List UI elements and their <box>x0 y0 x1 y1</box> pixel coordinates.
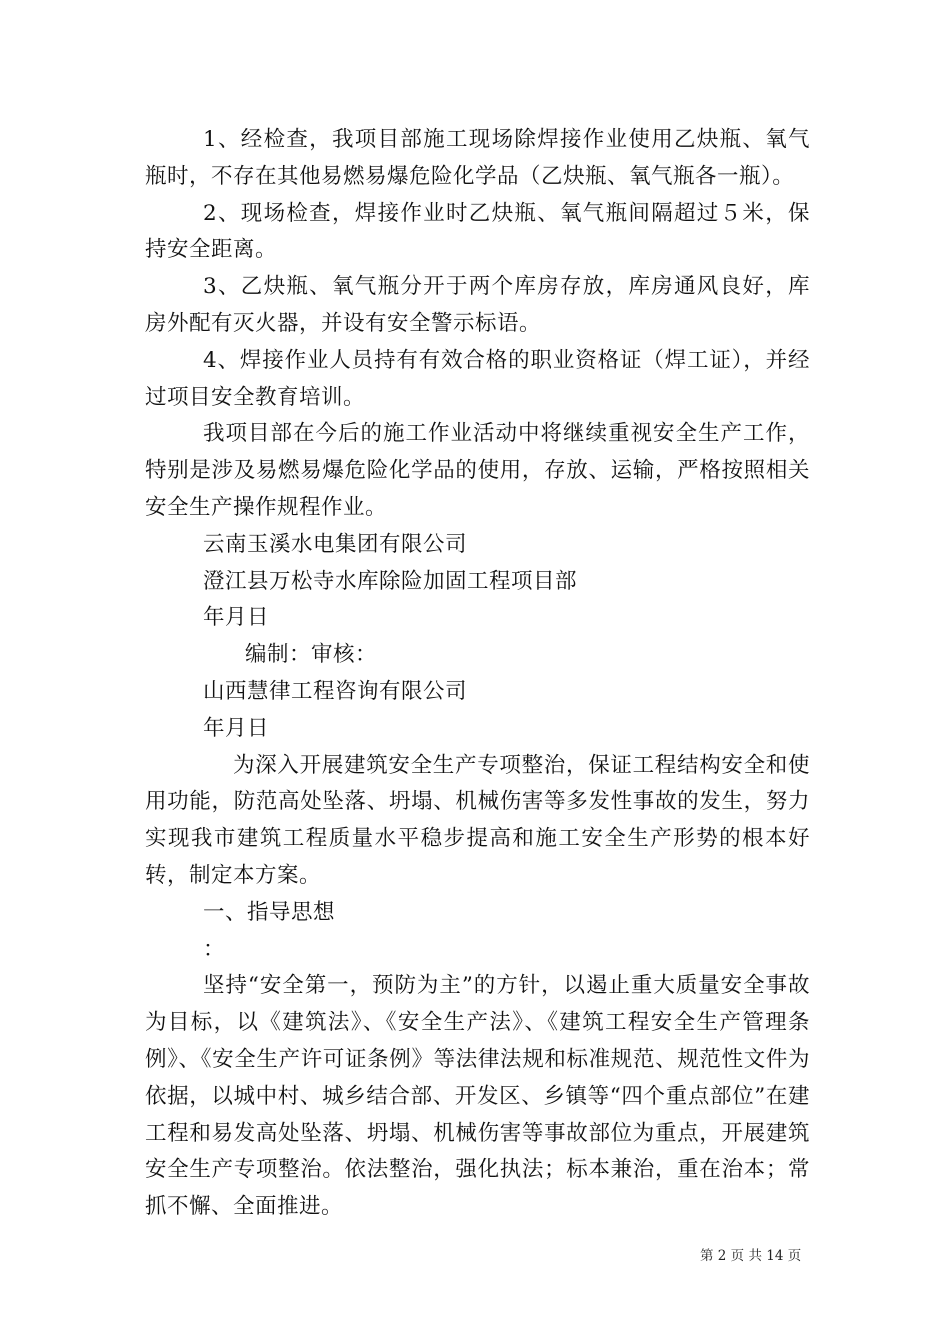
plan-intro: 为深入开展建筑安全生产专项整治，保证工程结构安全和使用功能，防范高处坠落、坍塌、机械伤害等多发性事故的发生，努力实现我市建筑工程质量水平稳步提高和施工安全生产形势的根本好转，制定本方案。 <box>145 752 810 888</box>
paragraph-item-1: 1、经检查，我项目部施工现场除焊接作业使用乙炔瓶、氧气瓶时，不存在其他易燃易爆危险化学品（乙炔瓶、氧气瓶各一瓶）。 <box>145 127 810 189</box>
document-body <box>145 122 810 1226</box>
paragraph-item-3: 3、乙炔瓶、氧气瓶分开于两个库房存放，库房通风良好，库房外配有灭火器，并设有安全警示标语。 <box>145 274 810 336</box>
stray-colon: ： <box>203 936 226 962</box>
paragraph-commitment: 我项目部在今后的施工作业活动中将继续重视安全生产工作，特别是涉及易燃易爆危险化学品的使用，存放、运输，严格按照相关安全生产操作规程作业。 <box>145 421 810 520</box>
approval-roles: 编制：审核： <box>245 642 378 668</box>
signature-date: 年月日 <box>203 605 270 631</box>
approval-date: 年月日 <box>203 715 270 741</box>
paragraph-item-2: 2、现场检查，焊接作业时乙炔瓶、氧气瓶间隔超过５米，保持安全距离。 <box>145 200 810 263</box>
section-title: 一、指导思想 <box>203 899 336 925</box>
guiding-principle-body: 坚持“安全第一，预防为主”的方针，以遏止重大质量安全事故为目标，以《建筑法》、《安全生产法》、《建筑工程安全生产管理条例》、《安全生产许可证条例》等法律法规和标准规范、规范性文件为依据，以城中村、城乡结合部、开发区、乡镇等“四个重点部位”在建工程和易发高处坠落、坍塌、机械伤害等事故部位为重点，开展建筑安全生产专项整治。依法整治，强化执法；标本兼治，重在治本；常抓不懈、全面推进。 <box>145 973 810 1220</box>
paragraph-item-4: 4、焊接作业人员持有有效合格的职业资格证（焊工证），并经过项目安全教育培训。 <box>145 347 810 410</box>
approval-company: 山西慧律工程咨询有限公司 <box>203 678 468 704</box>
page-number: 第 2 页 共 14 页 <box>700 1248 802 1264</box>
signature-company: 云南玉溪水电集团有限公司 <box>203 531 468 557</box>
signature-project: 澄江县万松寺水库除险加固工程项目部 <box>203 568 578 594</box>
